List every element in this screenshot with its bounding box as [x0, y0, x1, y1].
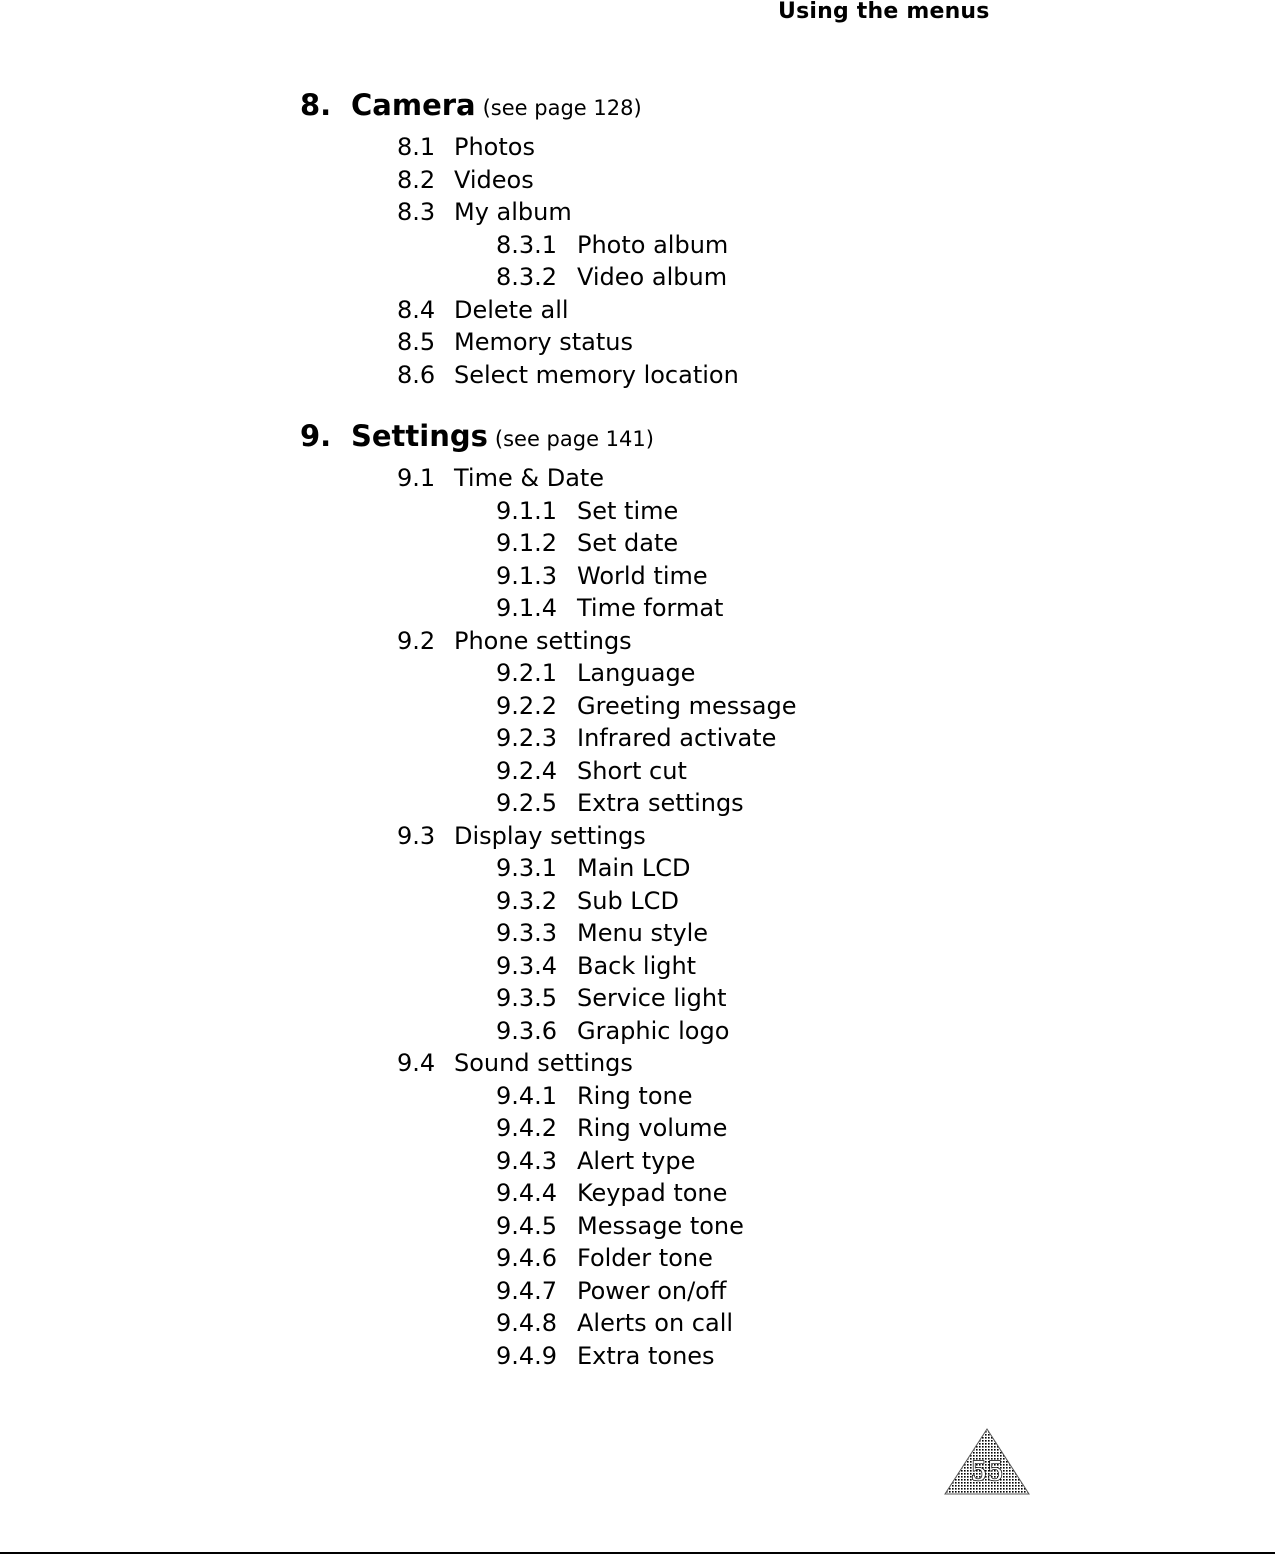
menu-item-label: World time [577, 561, 708, 590]
menu-item-label: Sub LCD [577, 886, 679, 915]
menu-item-label: My album [454, 198, 572, 226]
menu-item-label: Alerts on call [577, 1309, 734, 1337]
menu-list [300, 131, 739, 391]
submenu-item [300, 527, 796, 560]
menu-item-label: Delete all [454, 295, 569, 324]
menu-item [300, 326, 739, 359]
menu-item [300, 164, 739, 197]
menu-list [300, 462, 796, 1372]
menu-item-label: Ring tone [577, 1081, 693, 1110]
menu-item-label: Language [577, 659, 696, 687]
section-heading [300, 419, 796, 453]
menu-item-number: 9.2.2 [496, 691, 558, 720]
menu-item-number: 8.3.2 [496, 263, 558, 291]
submenu-item [300, 917, 796, 950]
menu-item-label: Videos [454, 165, 534, 194]
page-number-badge [943, 1428, 1031, 1496]
menu-item-number: 9.2 [397, 626, 436, 655]
bottom-rule [0, 1552, 1275, 1554]
page-reference: (see page 128) [482, 96, 642, 120]
menu-item-number: 9.4.9 [496, 1341, 558, 1370]
section-camera [300, 88, 739, 391]
submenu-item [300, 1145, 796, 1178]
menu-item-number: 9.4.6 [496, 1244, 558, 1272]
menu-item-number: 9.1.4 [496, 594, 558, 622]
menu-item-label: Keypad tone [577, 1179, 728, 1207]
menu-item-label: Memory status [454, 328, 633, 356]
submenu-item [300, 1177, 796, 1210]
menu-item [300, 294, 739, 327]
menu-item-number: 8.3.1 [496, 230, 558, 259]
menu-item-label: Time format [577, 594, 724, 622]
menu-item-label: Extra tones [577, 1341, 715, 1370]
page-number: 55 [970, 1457, 1004, 1487]
menu-item [300, 462, 796, 495]
submenu-item [300, 1015, 796, 1048]
menu-item-number: 9.3.2 [496, 886, 558, 915]
submenu-item [300, 1080, 796, 1113]
menu-item-number: 8.1 [397, 133, 436, 161]
submenu-item [300, 982, 796, 1015]
menu-item-number: 8.5 [397, 328, 436, 356]
section-heading [300, 88, 739, 122]
menu-item-label: Folder tone [577, 1244, 713, 1272]
menu-item-label: Main LCD [577, 854, 691, 882]
menu-item-label: Menu style [577, 919, 709, 947]
page-reference: (see page 141) [494, 427, 654, 451]
menu-item-label: Photos [454, 133, 535, 161]
menu-item-label: Phone settings [454, 626, 632, 655]
submenu-item [300, 1275, 796, 1308]
section-settings [300, 419, 796, 1372]
menu-item-label: Ring volume [577, 1114, 728, 1142]
menu-item-number: 9.4.1 [496, 1081, 558, 1110]
submenu-item [300, 787, 796, 820]
menu-item-label: Infrared activate [577, 724, 777, 752]
menu-item-number: 9.2.3 [496, 724, 558, 752]
menu-item-number: 9.3.3 [496, 919, 558, 947]
submenu-item [300, 1340, 796, 1373]
menu-item-label: Display settings [454, 821, 646, 850]
menu-item-number: 9.4.4 [496, 1179, 558, 1207]
submenu-item [300, 1112, 796, 1145]
menu-item-number: 8.6 [397, 360, 436, 389]
menu-item-number: 9.3.6 [496, 1016, 558, 1045]
menu-item-label: Power on/off [577, 1276, 727, 1305]
section-title: Camera [351, 88, 476, 122]
menu-item-label: Greeting message [577, 691, 797, 720]
running-header: Using the menus [778, 0, 990, 24]
submenu-item [300, 950, 796, 983]
menu-item-number: 9.4.5 [496, 1211, 558, 1240]
menu-item [300, 359, 739, 392]
submenu-item [300, 657, 796, 690]
menu-item-label: Graphic logo [577, 1016, 730, 1045]
menu-item [300, 625, 796, 658]
menu-item-number: 8.3 [397, 198, 436, 226]
menu-item-label: Time & Date [454, 464, 605, 492]
submenu-item [300, 560, 796, 593]
submenu-item [300, 1307, 796, 1340]
submenu-item [300, 1242, 796, 1275]
menu-item-label: Set date [577, 529, 679, 557]
submenu-item [300, 1210, 796, 1243]
submenu-item [300, 229, 739, 262]
menu-item-number: 9.3.4 [496, 951, 558, 980]
menu-item-number: 9.1.2 [496, 529, 558, 557]
submenu-item [300, 852, 796, 885]
menu-item [300, 131, 739, 164]
menu-item-number: 9.4.8 [496, 1309, 558, 1337]
menu-item-number: 9.1 [397, 464, 436, 492]
submenu-item [300, 592, 796, 625]
menu-item-number: 9.4.2 [496, 1114, 558, 1142]
menu-item-label: Set time [577, 496, 679, 525]
menu-item-label: Back light [577, 951, 697, 980]
menu-item [300, 196, 739, 229]
menu-item-number: 9.2.4 [496, 756, 558, 785]
menu-item-label: Photo album [577, 230, 729, 259]
submenu-item [300, 495, 796, 528]
menu-item [300, 820, 796, 853]
menu-item [300, 1047, 796, 1080]
menu-item-label: Sound settings [454, 1049, 633, 1077]
submenu-item [300, 261, 739, 294]
section-title: Settings [351, 419, 488, 453]
submenu-item [300, 755, 796, 788]
menu-item-number: 9.1.1 [496, 496, 558, 525]
menu-item-label: Video album [577, 263, 728, 291]
section-number: 8. [300, 88, 332, 122]
menu-item-number: 8.4 [397, 295, 436, 324]
menu-item-number: 9.2.1 [496, 659, 558, 687]
menu-item-number: 9.1.3 [496, 561, 558, 590]
menu-item-number: 9.4 [397, 1049, 436, 1077]
menu-item-number: 9.3.5 [496, 984, 558, 1012]
menu-item-number: 8.2 [397, 165, 436, 194]
menu-item-label: Select memory location [454, 360, 739, 389]
menu-item-label: Alert type [577, 1146, 696, 1175]
menu-item-number: 9.2.5 [496, 789, 558, 817]
menu-item-number: 9.3.1 [496, 854, 558, 882]
section-number: 9. [300, 419, 332, 453]
submenu-item [300, 722, 796, 755]
menu-item-label: Message tone [577, 1211, 744, 1240]
submenu-item [300, 885, 796, 918]
menu-item-number: 9.3 [397, 821, 436, 850]
menu-item-label: Short cut [577, 756, 687, 785]
menu-item-number: 9.4.3 [496, 1146, 558, 1175]
submenu-item [300, 690, 796, 723]
menu-item-number: 9.4.7 [496, 1276, 558, 1305]
menu-item-label: Extra settings [577, 789, 744, 817]
menu-item-label: Service light [577, 984, 727, 1012]
